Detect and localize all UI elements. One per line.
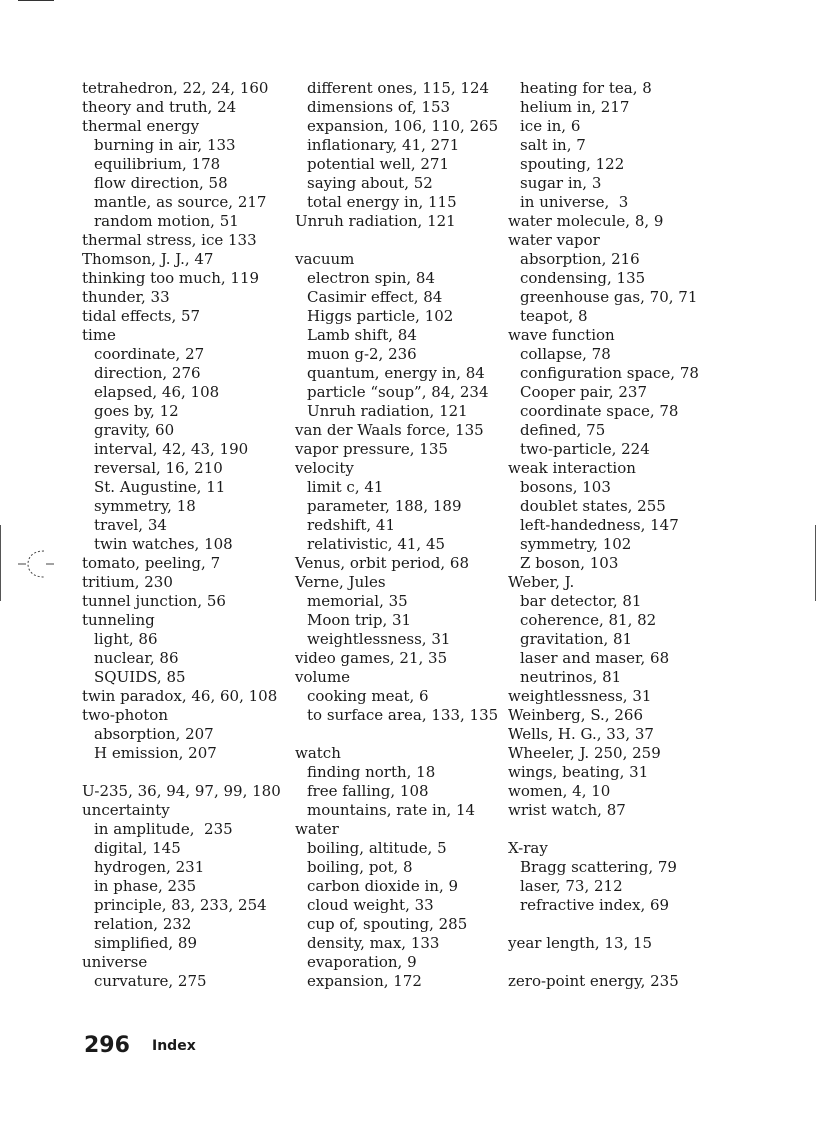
index-subentry: principle, 83, 233, 254 (94, 896, 267, 914)
index-subentry: curvature, 275 (94, 972, 207, 990)
index-subentry: weightlessness, 31 (307, 630, 451, 648)
index-subentry: spouting, 122 (520, 155, 625, 173)
index-entry: thermal energy (82, 117, 200, 135)
index-entry: watch (295, 744, 341, 762)
index-subentry: sugar in, 3 (520, 174, 602, 192)
index-subentry: electron spin, 84 (307, 269, 435, 287)
index-subentry: nuclear, 86 (94, 649, 179, 667)
index-subentry: to surface area, 133, 135 (307, 706, 499, 724)
registration-mark-icon (16, 548, 56, 580)
index-entry: Venus, orbit period, 68 (295, 554, 469, 572)
index-entry: thermal stress, ice 133 (82, 231, 257, 249)
index-subentry: expansion, 106, 110, 265 (307, 117, 499, 135)
index-subentry: absorption, 207 (94, 725, 214, 743)
index-subentry: neutrinos, 81 (520, 668, 622, 686)
index-subentry: helium in, 217 (520, 98, 630, 116)
index-entry: tritium, 230 (82, 573, 173, 591)
index-entry: weak interaction (508, 459, 636, 477)
index-spacer (295, 725, 498, 744)
index-spacer (82, 763, 281, 782)
index-subentry: digital, 145 (94, 839, 181, 857)
index-spacer (508, 953, 699, 972)
index-entry: video games, 21, 35 (295, 649, 448, 667)
index-entry: tunnel junction, 56 (82, 592, 226, 610)
index-subentry: gravitation, 81 (520, 630, 633, 648)
index-subentry: defined, 75 (520, 421, 606, 439)
index-subentry: coordinate, 27 (94, 345, 205, 363)
index-subentry: inflationary, 41, 271 (307, 136, 460, 154)
index-subentry: in phase, 235 (94, 877, 197, 895)
index-subentry: evaporation, 9 (307, 953, 417, 971)
index-entry: thinking too much, 119 (82, 269, 260, 287)
index-subentry: bosons, 103 (520, 478, 611, 496)
index-subentry: configuration space, 78 (520, 364, 699, 382)
index-subentry: elapsed, 46, 108 (94, 383, 220, 401)
index-subentry: travel, 34 (94, 516, 167, 534)
index-subentry: Cooper pair, 237 (520, 383, 647, 401)
index-subentry: direction, 276 (94, 364, 201, 382)
index-subentry: condensing, 135 (520, 269, 646, 287)
index-subentry: saying about, 52 (307, 174, 433, 192)
index-subentry: free falling, 108 (307, 782, 429, 800)
index-entry: Thomson, J. J., 47 (82, 250, 214, 268)
index-subentry: mountains, rate in, 14 (307, 801, 476, 819)
index-spacer (508, 915, 699, 934)
index-entry: X-ray (508, 839, 548, 857)
index-subentry: flow direction, 58 (94, 174, 228, 192)
index-subentry: cup of, spouting, 285 (307, 915, 468, 933)
index-entry: U-235, 36, 94, 97, 99, 180 (82, 782, 281, 800)
index-column-3 (508, 79, 699, 991)
index-entry: volume (295, 668, 351, 686)
index-entry: universe (82, 953, 148, 971)
index-subentry: relativistic, 41, 45 (307, 535, 446, 553)
index-subentry: coherence, 81, 82 (520, 611, 657, 629)
index-entry: tetrahedron, 22, 24, 160 (82, 79, 269, 97)
index-subentry: in amplitude, 235 (94, 820, 233, 838)
index-subentry: teapot, 8 (520, 307, 588, 325)
index-subentry: density, max, 133 (307, 934, 440, 952)
index-subentry: equilibrium, 178 (94, 155, 221, 173)
index-entry: velocity (295, 459, 354, 477)
index-subentry: laser and maser, 68 (520, 649, 670, 667)
index-entry: vapor pressure, 135 (295, 440, 448, 458)
page-footer (84, 1033, 196, 1058)
index-entry: twin paradox, 46, 60, 108 (82, 687, 278, 705)
index-entry: Unruh radiation, 121 (295, 212, 456, 230)
index-subentry: particle “soup”, 84, 234 (307, 383, 489, 401)
index-subentry: potential well, 271 (307, 155, 450, 173)
index-entry: year length, 13, 15 (508, 934, 653, 952)
index-subentry: redshift, 41 (307, 516, 396, 534)
index-subentry: quantum, energy in, 84 (307, 364, 485, 382)
index-entry: tidal effects, 57 (82, 307, 201, 325)
index-entry: weightlessness, 31 (508, 687, 652, 705)
crop-mark-top (18, 0, 54, 1)
index-subentry: light, 86 (94, 630, 158, 648)
index-entry: Verne, Jules (295, 573, 386, 591)
index-subentry: interval, 42, 43, 190 (94, 440, 249, 458)
index-subentry: coordinate space, 78 (520, 402, 679, 420)
index-subentry: heating for tea, 8 (520, 79, 652, 97)
index-entry: uncertainty (82, 801, 170, 819)
crop-mark-left (0, 525, 1, 601)
index-subentry: hydrogen, 231 (94, 858, 205, 876)
index-subentry: different ones, 115, 124 (307, 79, 490, 97)
index-entry: water vapor (508, 231, 600, 249)
index-subentry: gravity, 60 (94, 421, 175, 439)
index-subentry: boiling, altitude, 5 (307, 839, 447, 857)
index-subentry: symmetry, 18 (94, 497, 196, 515)
index-subentry: Casimir effect, 84 (307, 288, 443, 306)
index-subentry: St. Augustine, 11 (94, 478, 226, 496)
index-subentry: in universe, 3 (520, 193, 629, 211)
index-subentry: laser, 73, 212 (520, 877, 623, 895)
index-subentry: Unruh radiation, 121 (307, 402, 468, 420)
index-subentry: total energy in, 115 (307, 193, 457, 211)
index-subentry: bar detector, 81 (520, 592, 642, 610)
index-subentry: burning in air, 133 (94, 136, 236, 154)
index-spacer (295, 231, 498, 250)
index-subentry: carbon dioxide in, 9 (307, 877, 459, 895)
index-subentry: Moon trip, 31 (307, 611, 412, 629)
index-subentry: Bragg scattering, 79 (520, 858, 677, 876)
index-subentry: cloud weight, 33 (307, 896, 434, 914)
index-subentry: twin watches, 108 (94, 535, 233, 553)
index-entry: water molecule, 8, 9 (508, 212, 664, 230)
index-subentry: doublet states, 255 (520, 497, 666, 515)
index-subentry: two-particle, 224 (520, 440, 650, 458)
index-subentry: random motion, 51 (94, 212, 239, 230)
index-subentry: greenhouse gas, 70, 71 (520, 288, 698, 306)
index-entry: Wells, H. G., 33, 37 (508, 725, 654, 743)
index-subentry: absorption, 216 (520, 250, 640, 268)
index-subentry: SQUIDS, 85 (94, 668, 186, 686)
page-number: 296 (84, 1033, 130, 1058)
index-entry: tunneling (82, 611, 155, 629)
index-subentry: ice in, 6 (520, 117, 581, 135)
index-entry: two-photon (82, 706, 168, 724)
index-entry: Wheeler, J. 250, 259 (508, 744, 661, 762)
section-title: Index (152, 1038, 196, 1054)
index-spacer (508, 820, 699, 839)
index-subentry: cooking meat, 6 (307, 687, 429, 705)
index-subentry: Z boson, 103 (520, 554, 619, 572)
index-column-1 (82, 79, 281, 991)
index-subentry: muon g-2, 236 (307, 345, 417, 363)
index-subentry: dimensions of, 153 (307, 98, 451, 116)
index-column-2 (295, 79, 498, 991)
index-entry: theory and truth, 24 (82, 98, 237, 116)
index-entry: tomato, peeling, 7 (82, 554, 221, 572)
index-entry: vacuum (295, 250, 355, 268)
index-subentry: parameter, 188, 189 (307, 497, 462, 515)
index-subentry: refractive index, 69 (520, 896, 670, 914)
index-subentry: symmetry, 102 (520, 535, 632, 553)
index-entry: Weber, J. (508, 573, 575, 591)
index-subentry: simplified, 89 (94, 934, 198, 952)
index-subentry: H emission, 207 (94, 744, 217, 762)
index-entry: Weinberg, S., 266 (508, 706, 643, 724)
index-subentry: relation, 232 (94, 915, 192, 933)
index-entry: van der Waals force, 135 (295, 421, 484, 439)
index-subentry: mantle, as source, 217 (94, 193, 267, 211)
index-subentry: memorial, 35 (307, 592, 408, 610)
index-entry: wrist watch, 87 (508, 801, 626, 819)
index-entry: water (295, 820, 339, 838)
index-subentry: limit c, 41 (307, 478, 384, 496)
index-subentry: Higgs particle, 102 (307, 307, 454, 325)
index-entry: time (82, 326, 116, 344)
index-subentry: expansion, 172 (307, 972, 422, 990)
index-entry: thunder, 33 (82, 288, 170, 306)
index-subentry: collapse, 78 (520, 345, 611, 363)
index-subentry: salt in, 7 (520, 136, 586, 154)
index-entry: zero-point energy, 235 (508, 972, 679, 990)
index-subentry: boiling, pot, 8 (307, 858, 413, 876)
index-entry: wings, beating, 31 (508, 763, 649, 781)
index-subentry: finding north, 18 (307, 763, 436, 781)
index-entry: wave function (508, 326, 615, 344)
index-entry: women, 4, 10 (508, 782, 611, 800)
index-subentry: left-handedness, 147 (520, 516, 679, 534)
index-subentry: reversal, 16, 210 (94, 459, 223, 477)
index-subentry: Lamb shift, 84 (307, 326, 417, 344)
index-subentry: goes by, 12 (94, 402, 179, 420)
